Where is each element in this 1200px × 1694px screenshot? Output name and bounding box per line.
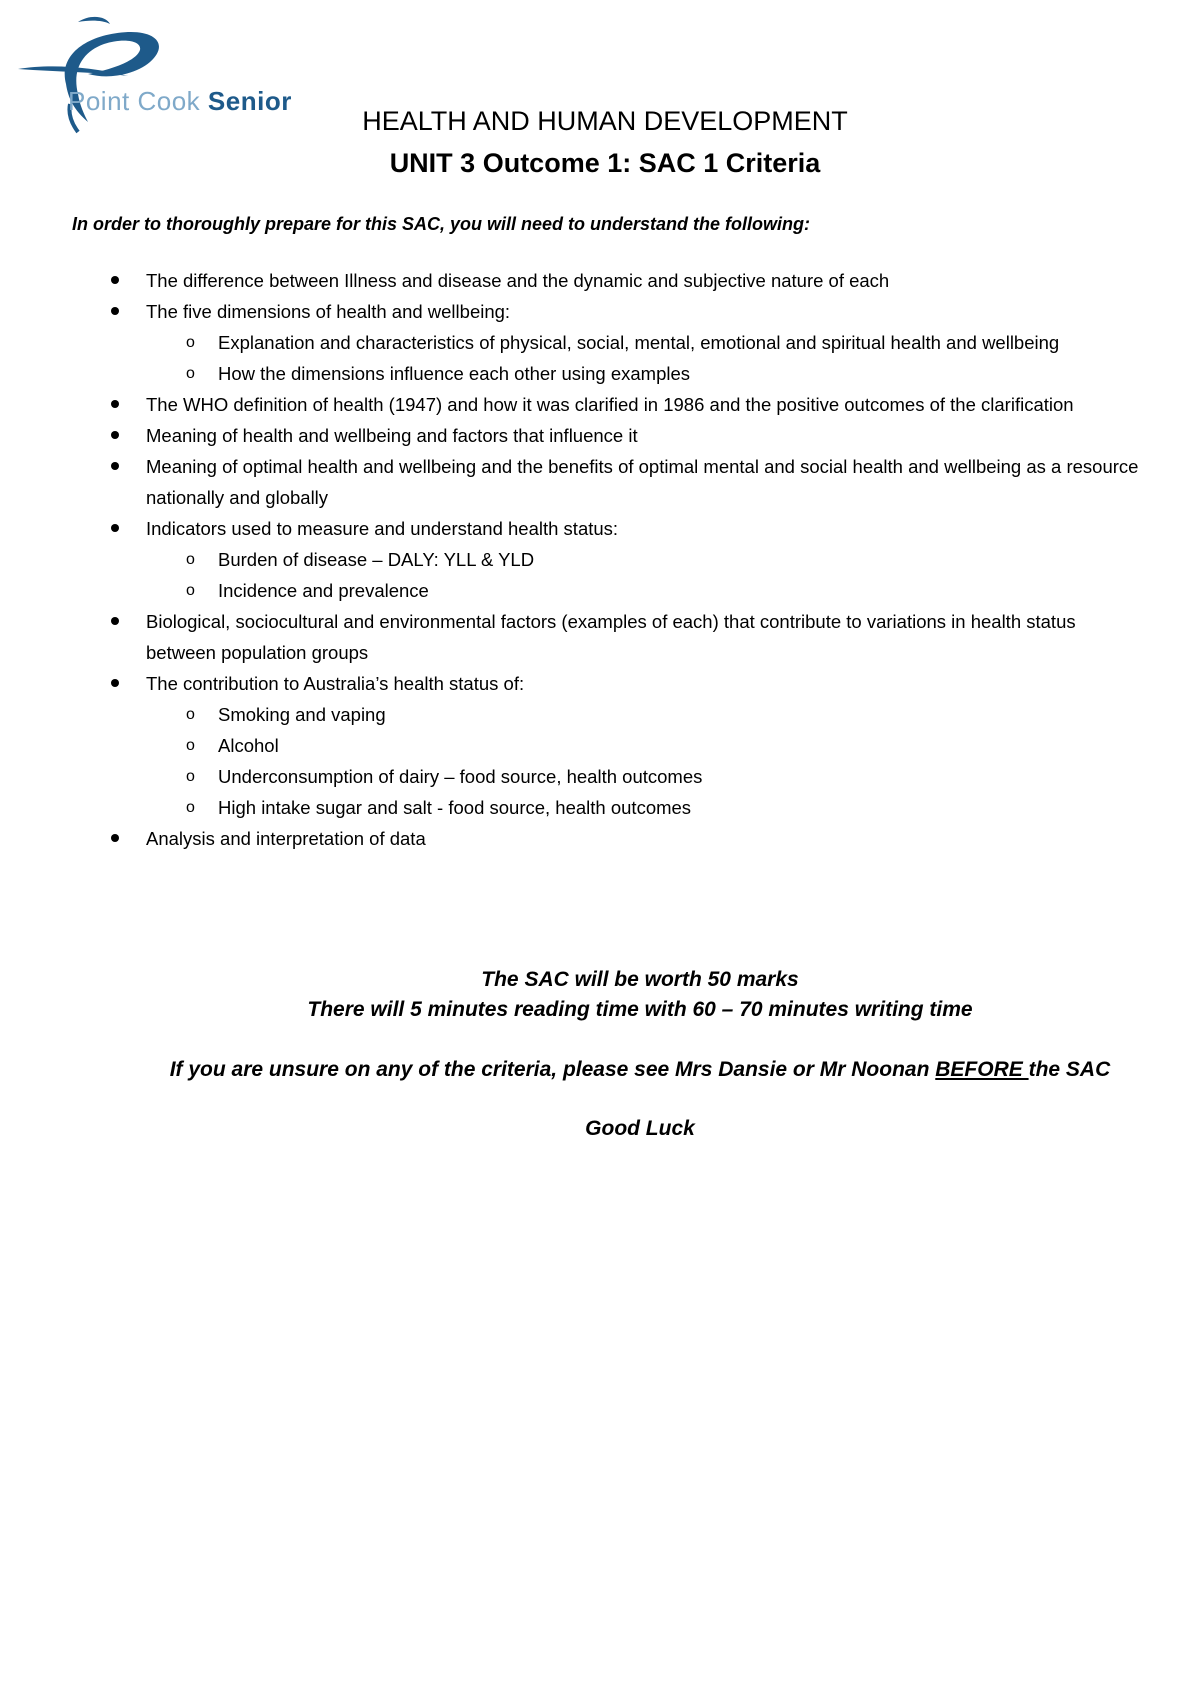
logo-text-bold: Senior: [207, 86, 292, 116]
sac-time: There will 5 minutes reading time with 60 – 70 minutes writing time: [307, 998, 973, 1021]
criteria-subitem-text: Underconsumption of dairy – food source, health outcomes: [218, 766, 703, 787]
bullet-icon: [111, 524, 119, 532]
criteria-item: [0, 823, 1140, 854]
criteria-subitem: [146, 792, 1140, 823]
bullet-icon: [111, 431, 119, 439]
criteria-subitem-text: Explanation and characteristics of physical, social, mental, emotional and spiritual health and wellbeing: [218, 332, 1060, 353]
bullet-icon: [111, 400, 119, 408]
criteria-subitem-text: Smoking and vaping: [218, 704, 386, 725]
criteria-subitem-text: Burden of disease – DALY: YLL & YLD: [218, 549, 535, 570]
bullet-icon: [111, 617, 119, 625]
criteria-sublist: [146, 327, 1140, 389]
criteria-sublist: [146, 699, 1140, 823]
good-luck: Good Luck: [585, 1117, 695, 1140]
logo-text-light: Point Cook: [68, 86, 208, 116]
criteria-subitem: [146, 730, 1140, 761]
criteria-item: [0, 420, 1140, 451]
circle-bullet-icon: o: [186, 551, 195, 568]
bullet-icon: [111, 307, 119, 315]
sac-marks: The SAC will be worth 50 marks: [481, 968, 799, 991]
criteria-list: [0, 265, 1140, 854]
criteria-subitem: [146, 544, 1140, 575]
criteria-text: The WHO definition of health (1947) and how it was clarified in 1986 and the positive outcomes of the clarification: [146, 394, 1074, 415]
criteria-subitem: [146, 575, 1140, 606]
criteria-subitem-text: How the dimensions influence each other using examples: [218, 363, 691, 384]
criteria-item: [0, 389, 1140, 420]
document-title: HEALTH AND HUMAN DEVELOPMENT: [362, 106, 848, 136]
criteria-subitem: [146, 327, 1140, 358]
circle-bullet-icon: o: [186, 334, 195, 351]
criteria-text: The five dimensions of health and wellbeing:: [146, 301, 511, 322]
circle-bullet-icon: o: [186, 768, 195, 785]
criteria-text: Analysis and interpretation of data: [146, 828, 426, 849]
criteria-text: Biological, sociocultural and environmental factors (examples of each) that contribute to variations in health status between population groups: [146, 611, 1076, 663]
document-subtitle: UNIT 3 Outcome 1: SAC 1 Criteria: [389, 148, 821, 178]
circle-bullet-icon: o: [186, 799, 195, 816]
criteria-item: [0, 451, 1140, 513]
intro-text: In order to thoroughly prepare for this SAC, you will need to understand the following:: [72, 214, 811, 234]
criteria-sublist: [146, 544, 1140, 606]
circle-bullet-icon: o: [186, 582, 195, 599]
circle-bullet-icon: o: [186, 706, 195, 723]
unsure-text-after: the SAC: [1028, 1058, 1111, 1081]
criteria-item: [0, 606, 1140, 668]
criteria-item: [0, 296, 1140, 389]
criteria-item: [0, 668, 1140, 823]
criteria-subitem: [146, 699, 1140, 730]
bullet-icon: [111, 462, 119, 470]
criteria-subitem: [146, 358, 1140, 389]
bullet-icon: [111, 276, 119, 284]
criteria-text: Indicators used to measure and understand health status:: [146, 518, 619, 539]
criteria-subitem-text: High intake sugar and salt - food source, health outcomes: [218, 797, 692, 818]
criteria-item: [0, 513, 1140, 606]
circle-bullet-icon: o: [186, 737, 195, 754]
criteria-text: The contribution to Australia’s health status of:: [146, 673, 525, 694]
unsure-text-emphasis: BEFORE: [935, 1058, 1029, 1081]
criteria-text: Meaning of health and wellbeing and factors that influence it: [146, 425, 638, 446]
criteria-item: [0, 265, 1140, 296]
bullet-icon: [111, 834, 119, 842]
bullet-icon: [111, 679, 119, 687]
criteria-subitem: [146, 761, 1140, 792]
criteria-text: The difference between Illness and disease and the dynamic and subjective nature of each: [146, 270, 890, 291]
criteria-subitem-text: Alcohol: [218, 735, 279, 756]
unsure-text-before: If you are unsure on any of the criteria, please see Mrs Dansie or Mr Noonan: [169, 1058, 936, 1081]
criteria-text: Meaning of optimal health and wellbeing and the benefits of optimal mental and social health and wellbeing as a resource nationally and globally: [146, 456, 1139, 508]
circle-bullet-icon: o: [186, 365, 195, 382]
sac-unsure-note: [0, 1058, 1200, 1082]
criteria-subitem-text: Incidence and prevalence: [218, 580, 429, 601]
